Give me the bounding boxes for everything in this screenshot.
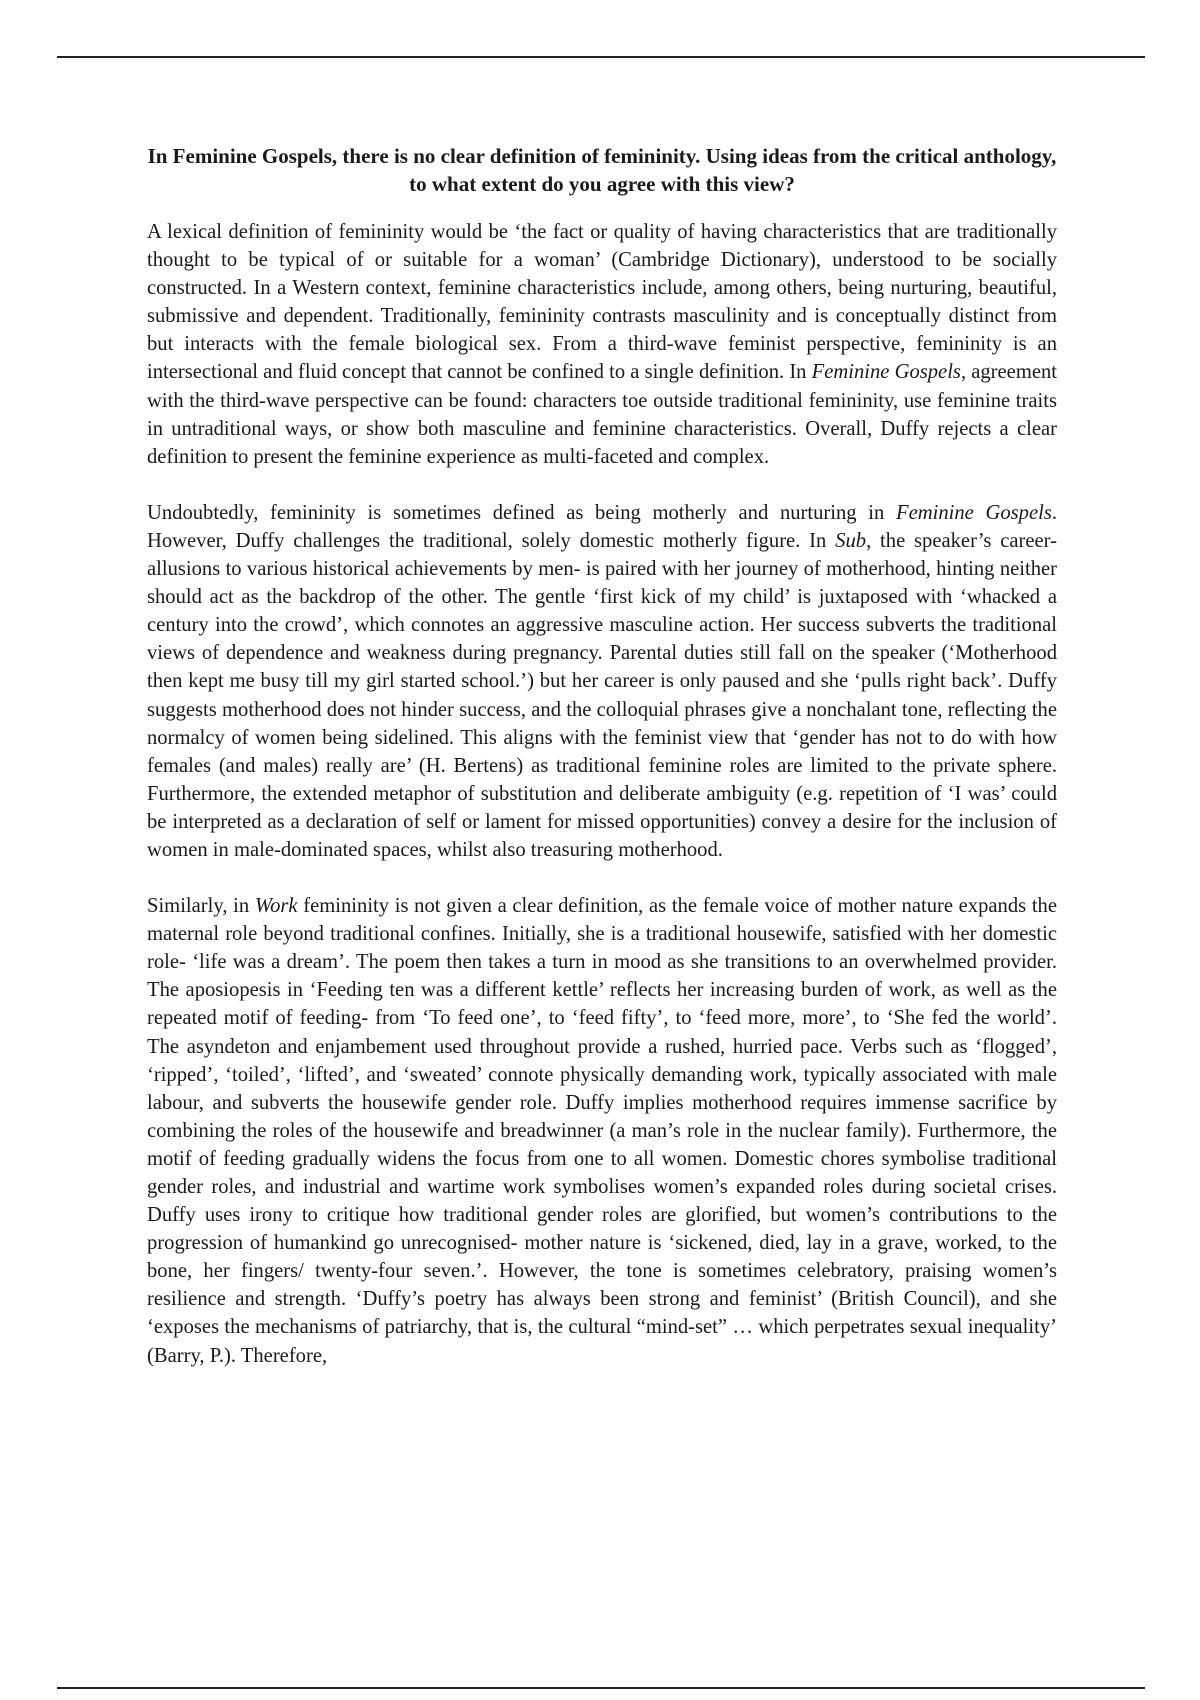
text-run: . However, Duffy challenges the traditional, solely domestic motherly figure. In — [147, 501, 1057, 552]
text-run: Similarly, in — [147, 895, 255, 918]
essay-body — [147, 218, 1057, 1370]
paragraph-work — [147, 892, 1057, 1370]
text-run: , agreement with the third-wave perspective can be found: characters toe outside traditional femininity, use feminine traits in untraditional ways, or show both masculine and feminine characteristics. Overall, Duffy rejects a clear definition to present the feminine experience as multi-faceted and complex. — [147, 361, 1057, 468]
italic-title-run: Work — [254, 895, 298, 918]
text-run: A lexical definition of femininity would be ‘the fact or quality of having characteristics that are traditionally thought to be typical of or suitable for a woman’ (Cambridge Dictionary), understood to be socially constructed. In a Western context, feminine characteristics include, among others, being nurturing, beautiful, submissive and dependent. Traditionally, femininity contrasts masculinity and is conceptually distinct from but interacts with the female biological sex. From a third-wave feminist perspective, femininity is an intersectional and fluid concept that cannot be confined to a single definition. In — [147, 221, 1057, 384]
paragraph-sub — [147, 499, 1057, 864]
essay-page — [147, 142, 1057, 1398]
text-run: femininity is not given a clear definition, as the female voice of mother nature expands the maternal role beyond traditional confines. Initially, she is a traditional housewife, satisfied with her domestic role- ‘life was a dream’. The poem then takes a turn in mood as she transitions to an overwhelmed provider. The aposiopesis in ‘Feeding ten was a different kettle’ reflects her increasing burden of work, as well as the repeated motif of feeding- from ‘To feed one’, to ‘feed fifty’, to ‘feed more, more’, to ‘She fed the world’. The asyndeton and enjambement used throughout provide a rushed, hurried pace. Verbs such as ‘flogged’, ‘ripped’, ‘toiled’, ‘lifted’, and ‘sweated’ connote physically demanding work, typically associated with male labour, and subverts the housewife gender role. Duffy implies motherhood requires immense sacrifice by combining the roles of the housewife and breadwinner (a man’s role in the nuclear family). Furthermore, the motif of feeding gradually widens the focus from one to all women. Domestic chores symbolise traditional gender roles, and industrial and wartime work symbolises women’s expanded roles during societal crises. Duffy uses irony to critique how traditional gender roles are glorified, but women’s contributions to the progression of humankind go unrecognised- mother nature is ‘sickened, died, lay in a grave, worked, to the bone, her fingers/ twenty-four seven.’. However, the tone is sometimes celebratory, praising women’s resilience and strength. ‘Duffy’s poetry has always been strong and feminist’ (British Council), and she ‘exposes the mechanisms of patriarchy, that is, the cultural “mind-set” … which perpetrates sexual inequality’ (Barry, P.). Therefore, — [147, 895, 1057, 1367]
text-run: Undoubtedly, femininity is sometimes defined as being motherly and nurturing in — [147, 501, 897, 524]
italic-title-run: Feminine Gospels — [896, 501, 1052, 524]
paragraph-intro — [147, 218, 1057, 471]
text-run: , the speaker’s career- allusions to various historical achievements by men- is paired with her journey of motherhood, hinting neither should act as the backdrop of the other. The gentle ‘first kick of my child’ is juxtaposed with ‘whacked a century into the crowd’, which connotes an aggressive masculine action. Her success subverts the traditional views of dependence and weakness during pregnancy. Parental duties still fall on the speaker (‘Motherhood then kept me busy till my girl started school.’) but her career is only paused and she ‘pulls right back’. Duffy suggests motherhood does not hinder success, and the colloquial phrases give a nonchalant tone, reflecting the normalcy of women being sidelined. This aligns with the feminist view that ‘gender has not to do with how females (and males) really are’ (H. Bertens) as traditional feminine roles are limited to the private sphere. Furthermore, the extended metaphor of substitution and deliberate ambiguity (e.g. repetition of ‘I was’ could be interpreted as a declaration of self or lament for missed opportunities) convey a desire for the inclusion of women in male-dominated spaces, whilst also treasuring motherhood. — [147, 529, 1057, 861]
italic-title-run: Feminine Gospels — [811, 361, 961, 384]
italic-title-run: Sub — [835, 529, 867, 552]
top-rule — [57, 56, 1145, 58]
essay-title: In Feminine Gospels, there is no clear definition of femininity. Using ideas from the critical anthology, to what extent do you agree with this view? — [147, 144, 1057, 196]
bottom-rule — [57, 1687, 1145, 1689]
